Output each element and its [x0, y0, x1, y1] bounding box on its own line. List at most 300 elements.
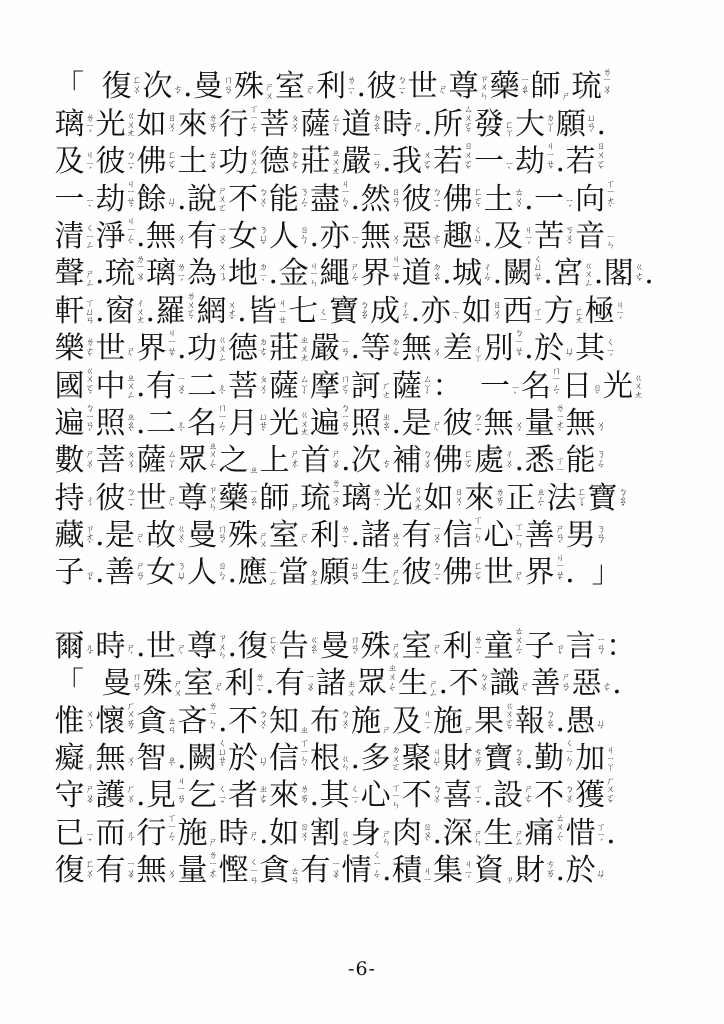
- bopomofo-annotation: ㄨ ˊ: [177, 234, 187, 252]
- han-character: 軒: [54, 293, 85, 329]
- ruby-char: [218, 477, 259, 514]
- ruby-char: [398, 663, 439, 700]
- ruby-char: [105, 552, 146, 589]
- han-character: 佛: [433, 443, 464, 479]
- bopomofo-annotation: ㄉ ㄠ ˋ: [372, 113, 382, 140]
- ruby-char: [54, 290, 95, 327]
- bopomofo-annotation: ㄆ ㄨ ˊ: [126, 450, 136, 477]
- ruby-char: [524, 625, 565, 662]
- han-character: 故: [146, 518, 177, 554]
- text-line: [54, 103, 674, 140]
- ruby-char: [228, 178, 269, 215]
- bopomofo-annotation: ㄧ ㄡ ˇ: [218, 225, 228, 252]
- bopomofo-annotation: ㄍ ㄨ ㄥ: [249, 149, 259, 177]
- ruby-char: [474, 103, 515, 140]
- ruby-char: [565, 700, 606, 737]
- punctuation-colon: ：: [432, 368, 463, 404]
- han-character: 名: [187, 405, 218, 441]
- punctuation-period: .: [432, 815, 443, 851]
- ruby-char: [269, 216, 310, 253]
- bopomofo-annotation: ㄊ ㄨ ㄥ ˋ: [555, 814, 565, 849]
- bopomofo-annotation: ㄨ ˊ: [167, 868, 177, 887]
- ruby-char: [401, 738, 442, 775]
- punctuation-period: .: [177, 741, 187, 777]
- han-character: 設: [493, 778, 524, 814]
- han-character: 光: [382, 480, 413, 516]
- ruby-char: [196, 290, 237, 327]
- han-character: 光: [269, 405, 300, 441]
- ruby-char: [360, 216, 401, 253]
- ruby-char: [54, 403, 95, 440]
- bopomofo-annotation: ㄋ ㄢ ˊ: [596, 524, 606, 552]
- bopomofo-annotation: ㄈ ㄛ ˊ: [464, 450, 474, 477]
- ruby-char: [483, 328, 524, 365]
- ruby-char: [442, 775, 483, 812]
- ruby-char: [269, 328, 310, 365]
- ruby-char: [433, 141, 474, 178]
- ruby-char: [187, 328, 228, 365]
- han-character: 若: [565, 144, 596, 180]
- bopomofo-annotation: ㄧ ˇ: [85, 831, 95, 849]
- bopomofo-annotation: ㄍ ㄣ: [341, 754, 351, 774]
- text-line: [54, 700, 674, 737]
- han-character: 金: [278, 256, 309, 292]
- han-character: 薩: [392, 368, 423, 404]
- bopomofo-annotation: ㄔ ㄥ ˊ: [483, 263, 493, 290]
- ruby-char: [95, 403, 136, 440]
- ruby-char: [543, 290, 584, 327]
- han-character: 彼: [95, 480, 126, 516]
- punctuation-period: .: [136, 405, 146, 441]
- ruby-char: [224, 663, 265, 700]
- bopomofo-annotation: ㄇ ㄢ ˋ: [132, 673, 142, 700]
- ruby-char: [575, 738, 616, 775]
- ruby-char: [474, 850, 515, 887]
- han-character: 及: [54, 144, 85, 180]
- han-character: 處: [474, 443, 505, 479]
- bopomofo-annotation: ㄧ ㄥ: [268, 569, 278, 588]
- ruby-char: [54, 253, 95, 290]
- bopomofo-annotation: ㄉ ㄠ ˋ: [432, 263, 442, 290]
- han-character: 彼: [442, 405, 473, 441]
- ruby-char: [259, 103, 300, 140]
- bopomofo-annotation: ㄋ ㄩ ˇ: [259, 225, 269, 252]
- bopomofo-annotation: ㄌ ㄞ ˊ: [300, 785, 310, 812]
- han-character: 所: [433, 106, 464, 142]
- ruby-char: [95, 700, 136, 737]
- han-character: 師: [530, 69, 561, 105]
- bopomofo-annotation: ㄋ ㄥ ˊ: [300, 188, 310, 215]
- bopomofo-annotation: ㄕ ㄨ ˋ: [85, 450, 95, 477]
- ruby-char: [136, 850, 177, 887]
- han-character: 向: [575, 181, 606, 217]
- bopomofo-annotation: ㄕ ˋ: [126, 346, 136, 365]
- bopomofo-annotation: ㄕ ㄥ: [429, 680, 439, 699]
- ruby-char: [177, 141, 218, 178]
- han-character: 二: [187, 368, 218, 404]
- han-character: 璃: [341, 480, 372, 516]
- ruby-char: [575, 178, 616, 215]
- bopomofo-annotation: ㄉ ㄚ ˋ: [546, 113, 556, 140]
- ruby-char: [603, 253, 644, 290]
- han-character: 苦: [534, 218, 565, 254]
- han-character: 信: [442, 518, 473, 554]
- ruby-char: [95, 328, 136, 365]
- bopomofo-annotation: ㄉ ㄥ ˇ: [391, 337, 401, 365]
- ruby-char: [146, 775, 187, 812]
- ruby-char: [474, 440, 515, 477]
- han-character: 清: [54, 218, 85, 254]
- ruby-char: [401, 178, 442, 215]
- sutra-body: [54, 66, 674, 887]
- punctuation-period: .: [350, 331, 361, 367]
- ruby-char: [442, 552, 483, 589]
- bopomofo-annotation: ㄕ ˋ: [432, 421, 442, 439]
- han-character: 一: [474, 144, 505, 180]
- ruby-char: [571, 66, 612, 103]
- ruby-char: [54, 625, 95, 662]
- bopomofo-annotation: ㄓ ㄨ ㄥ: [126, 373, 136, 401]
- bopomofo-annotation: ㄏ ㄨ ㄞ ˊ: [126, 701, 136, 737]
- han-character: 識: [489, 666, 520, 702]
- punctuation-period: .: [555, 853, 566, 889]
- ruby-char: [515, 700, 556, 737]
- ruby-char: [483, 625, 524, 662]
- paragraph: [54, 66, 674, 589]
- punctuation-period: .: [95, 555, 105, 591]
- bopomofo-annotation: ㄓ ˋ: [167, 756, 177, 775]
- bopomofo-annotation: ㄊ ㄨ ˇ: [514, 188, 524, 215]
- ruby-char: [584, 290, 625, 327]
- bopomofo-annotation: ㄈ ㄛ ˊ: [473, 562, 483, 589]
- han-character: 藥: [489, 69, 520, 105]
- han-character: 懷: [95, 703, 126, 739]
- han-character: 有: [275, 666, 306, 702]
- han-character: 彼: [401, 181, 432, 217]
- ruby-char: [407, 66, 448, 103]
- ruby-char: [142, 66, 183, 103]
- ruby-char: [575, 775, 616, 812]
- bopomofo-annotation: ㄕ ㄨ: [259, 531, 269, 551]
- bopomofo-annotation: ㄗ ㄨ ㄣ: [479, 74, 489, 102]
- bopomofo-annotation: ㄖ ㄨ ㄛ ˋ: [596, 142, 606, 178]
- ruby-char: [136, 440, 177, 477]
- ruby-char: [502, 290, 543, 327]
- han-character: 無: [565, 405, 596, 441]
- punctuation-period: .: [227, 555, 238, 591]
- bopomofo-annotation: ㄌ ㄞ ˊ: [208, 113, 218, 140]
- bopomofo-annotation: ㄒ ㄧ ˊ: [596, 822, 606, 849]
- bopomofo-annotation: ㄍ ㄨ ㄛ ˊ: [85, 366, 95, 402]
- bopomofo-annotation: ㄍ ㄨ ㄥ: [584, 261, 594, 289]
- bopomofo-annotation: ㄕ ˋ: [214, 681, 224, 700]
- ruby-char: [382, 103, 423, 140]
- ruby-char: [187, 552, 228, 589]
- ruby-char: [95, 477, 136, 514]
- bopomofo-annotation: ㄐ ㄧ ㄢ ˋ: [177, 776, 187, 812]
- bopomofo-annotation: ㄗ ㄨ ㄣ: [218, 634, 228, 662]
- ruby-char: [515, 103, 556, 140]
- punctuation-period: .: [483, 778, 493, 814]
- bopomofo-annotation: ㄑ ㄧ: [319, 307, 329, 327]
- ruby-char: [530, 66, 571, 103]
- bopomofo-annotation: ㄗ ㄨ ㄣ: [208, 485, 218, 514]
- ruby-char: [316, 663, 357, 700]
- han-character: 室: [269, 518, 300, 554]
- bopomofo-annotation: ㄗ ˇ: [555, 644, 565, 662]
- ruby-char: [54, 850, 95, 887]
- bopomofo-annotation: ㄍ ㄜ: [341, 829, 351, 849]
- punctuation-period: .: [555, 703, 566, 739]
- ruby-char: [187, 775, 228, 812]
- bopomofo-annotation: ㄖ ㄡ ˋ: [423, 822, 433, 849]
- han-character: 彼: [401, 555, 432, 591]
- ruby-char: [95, 850, 136, 887]
- han-character: 音: [575, 218, 606, 254]
- ruby-char: [142, 663, 183, 700]
- ruby-char: [95, 440, 136, 477]
- ruby-char: [483, 812, 524, 849]
- han-character: 復: [101, 69, 132, 105]
- ruby-char: [310, 700, 351, 737]
- ruby-char: [54, 775, 95, 812]
- bopomofo-annotation: ㄐ ㄧ ˊ: [423, 710, 433, 737]
- bopomofo-annotation: ㄌ ㄜ ˋ: [85, 337, 95, 365]
- ruby-char: [228, 738, 269, 775]
- punctuation-period: .: [514, 443, 525, 479]
- han-character: 功: [187, 331, 218, 367]
- bopomofo-annotation: ㄨ ˊ: [391, 234, 401, 252]
- text-line: [54, 141, 674, 178]
- ruby-char: [401, 253, 442, 290]
- han-character: 守: [54, 778, 85, 814]
- han-character: 世: [407, 69, 438, 105]
- han-character: 知: [269, 703, 300, 739]
- han-character: 城: [452, 256, 483, 292]
- han-character: 女: [228, 218, 259, 254]
- han-character: 獲: [575, 778, 606, 814]
- bopomofo-annotation: ㄇ ㄢ ˋ: [218, 524, 228, 552]
- han-character: 土: [177, 144, 208, 180]
- bopomofo-annotation: ㄅ ㄠ ˇ: [618, 487, 628, 514]
- han-character: 根: [310, 741, 341, 777]
- ruby-char: [228, 775, 269, 812]
- bopomofo-annotation: ㄕ ˋ: [300, 533, 310, 552]
- ruby-char: [534, 328, 575, 365]
- bopomofo-annotation: ㄐ ㄧ: [423, 867, 433, 886]
- ruby-char: [319, 775, 360, 812]
- ruby-char: [278, 625, 319, 662]
- ruby-char: [433, 850, 474, 887]
- bopomofo-annotation: ㄆ ㄨ ˊ: [259, 375, 269, 402]
- bopomofo-annotation: ㄧ ㄠ ˋ: [249, 487, 259, 514]
- ruby-char: [218, 812, 259, 849]
- han-character: 如: [136, 106, 167, 142]
- bopomofo-annotation: ㄨ ㄟ ˊ: [218, 263, 228, 290]
- han-character: 其: [319, 778, 350, 814]
- punctuation-period: .: [177, 181, 187, 217]
- bopomofo-annotation: ㄉ ㄨ ㄛ: [391, 746, 401, 774]
- bopomofo-annotation: ㄨ ˊ: [514, 421, 524, 439]
- text-line: [54, 775, 674, 812]
- ruby-char: [452, 253, 493, 290]
- bopomofo-annotation: ㄎ ㄨ ˇ: [565, 225, 575, 252]
- ruby-char: [341, 141, 382, 178]
- han-character: 施: [351, 703, 382, 739]
- han-character: 持: [54, 480, 85, 516]
- ruby-char: [319, 253, 360, 290]
- bopomofo-annotation: ㄌ ㄧ ㄣ ˋ: [208, 701, 218, 737]
- punctuation-period: .: [438, 666, 449, 702]
- han-character: 琉: [300, 480, 331, 516]
- bopomofo-annotation: ㄊ ㄨ ㄥ ˊ: [514, 627, 524, 662]
- punctuation-period: .: [606, 815, 616, 851]
- han-character: 利: [310, 518, 341, 554]
- ruby-char: [136, 103, 177, 140]
- ruby-char: [524, 403, 565, 440]
- han-character: 生: [398, 666, 429, 702]
- bopomofo-annotation: ㄅ ㄨ ˋ: [259, 188, 269, 215]
- han-character: 布: [310, 703, 341, 739]
- han-character: 亦: [420, 293, 451, 329]
- bopomofo-annotation: ㄓ ㄨ ㄤ: [300, 336, 310, 364]
- ruby-char: [228, 403, 269, 440]
- ruby-char: [442, 738, 483, 775]
- ruby-char: [187, 178, 228, 215]
- han-character: 日: [562, 368, 593, 404]
- han-character: 地: [228, 256, 259, 292]
- ruby-char: [54, 552, 95, 589]
- han-character: 不: [448, 666, 479, 702]
- punctuation-period: .: [177, 331, 187, 367]
- ruby-char: [310, 812, 351, 849]
- bopomofo-annotation: ㄕ ㄢ ˋ: [555, 524, 565, 552]
- ruby-char: [461, 290, 502, 327]
- text-line: [54, 663, 674, 700]
- han-character: 諸: [316, 666, 347, 702]
- han-character: 次: [142, 69, 173, 105]
- ruby-char: [228, 700, 269, 737]
- bopomofo-annotation: ㄦ ˋ: [177, 421, 187, 439]
- han-character: 惡: [571, 666, 602, 702]
- bopomofo-annotation: ㄔ ˊ: [85, 496, 95, 514]
- han-character: 無: [360, 218, 391, 254]
- bopomofo-annotation: ㄓ ㄜ ˇ: [259, 785, 269, 812]
- han-character: 佛: [442, 555, 473, 591]
- bopomofo-annotation: ㄐ ㄧ ㄝ ˋ: [555, 553, 565, 589]
- han-character: 乞: [187, 778, 218, 814]
- ruby-char: [269, 365, 310, 402]
- text-line: [54, 738, 674, 775]
- text-line: [54, 477, 674, 514]
- han-character: 曼: [319, 628, 350, 664]
- han-character: 摩: [310, 368, 341, 404]
- han-character: 琉: [571, 69, 602, 105]
- bopomofo-annotation: ㄈ ㄛ ˊ: [473, 188, 483, 215]
- ruby-char: [237, 552, 278, 589]
- bopomofo-annotation: ㄩ ˊ: [596, 868, 606, 887]
- han-character: 照: [95, 405, 126, 441]
- han-character: 淨: [95, 218, 126, 254]
- han-character: 多: [360, 741, 391, 777]
- bopomofo-annotation: ㄅ ㄨ ˋ: [259, 710, 269, 737]
- ruby-char: [146, 403, 187, 440]
- bopomofo-annotation: ㄩ ㄢ ˋ: [587, 113, 597, 140]
- bopomofo-annotation: ㄑ ㄧ ㄥ: [85, 224, 95, 252]
- bopomofo-annotation: ㄒ ㄧ ㄥ ˊ: [167, 814, 177, 849]
- han-character: 發: [474, 106, 505, 142]
- punctuation-period: .: [442, 256, 452, 292]
- ruby-char: [392, 365, 433, 402]
- punctuation-period: .: [483, 218, 493, 254]
- text-line: [54, 66, 674, 103]
- ruby-char: [228, 515, 269, 552]
- han-character: 見: [146, 778, 177, 814]
- bopomofo-annotation: ㄍ ㄠ ˋ: [309, 635, 319, 662]
- ruby-char: [54, 700, 95, 737]
- ruby-char: [146, 552, 187, 589]
- ruby-char: [319, 216, 360, 253]
- han-character: 是: [401, 405, 432, 441]
- bopomofo-annotation: ㄩ ˊ: [167, 196, 177, 215]
- punctuation-period: .: [136, 628, 146, 664]
- han-character: 來: [177, 106, 208, 142]
- han-character: 中: [95, 368, 126, 404]
- bopomofo-annotation: ㄕ ˋ: [514, 570, 524, 589]
- han-character: 利: [224, 666, 255, 702]
- bopomofo-annotation: ㄅ ㄧ ˇ: [432, 188, 442, 215]
- han-character: 心: [483, 518, 514, 554]
- bopomofo-annotation: ㄩ ˊ: [596, 719, 606, 737]
- ruby-char: [177, 477, 218, 514]
- bopomofo-annotation: ㄕ ˋ: [438, 84, 448, 103]
- spacer: [463, 371, 480, 403]
- ruby-char: [534, 738, 575, 775]
- ruby-char: [556, 103, 597, 140]
- bopomofo-annotation: ㄧ ㄡ ˇ: [126, 860, 136, 887]
- han-character: 勤: [534, 741, 565, 777]
- han-character: 人: [269, 218, 300, 254]
- bopomofo-annotation: ㄕ ㄤ ˋ: [290, 450, 300, 477]
- ruby-char: [329, 290, 370, 327]
- han-character: 如: [423, 480, 454, 516]
- bopomofo-annotation: ㄍ ㄨ ㄥ: [218, 336, 228, 364]
- han-character: 室: [401, 628, 432, 664]
- han-character: 極: [584, 293, 615, 329]
- han-character: 喜: [442, 778, 473, 814]
- han-character: 愚: [565, 703, 596, 739]
- ruby-char: [448, 663, 489, 700]
- bopomofo-annotation: ㄓ ㄨ ㄥ ˋ: [208, 441, 218, 477]
- han-character: 信: [269, 741, 300, 777]
- ruby-char: [565, 141, 606, 178]
- bopomofo-annotation: ㄖ ㄨ ˊ: [454, 487, 464, 514]
- bopomofo-annotation: ㄘ ㄞ ˊ: [546, 860, 556, 887]
- bopomofo-annotation: ㄍ ㄜ ˊ: [634, 263, 644, 290]
- bopomofo-annotation: ㄓ ㄨ: [347, 680, 357, 699]
- bopomofo-annotation: ㄒ ㄧ: [533, 307, 543, 327]
- bopomofo-annotation: ㄧ ㄡ ˇ: [306, 673, 316, 700]
- bopomofo-annotation: ㄔ ㄨ ㄤ: [136, 298, 146, 327]
- ruby-char: [505, 477, 546, 514]
- ruby-char: [95, 775, 136, 812]
- han-character: 爾: [54, 628, 85, 664]
- bopomofo-annotation: ㄖ ㄣ ˊ: [300, 225, 310, 252]
- bopomofo-annotation: ㄕ ㄡ ˇ: [85, 785, 95, 812]
- ruby-char: [401, 552, 442, 589]
- ruby-char: [442, 625, 483, 662]
- bopomofo-annotation: ㄖ ㄢ ˊ: [391, 188, 401, 215]
